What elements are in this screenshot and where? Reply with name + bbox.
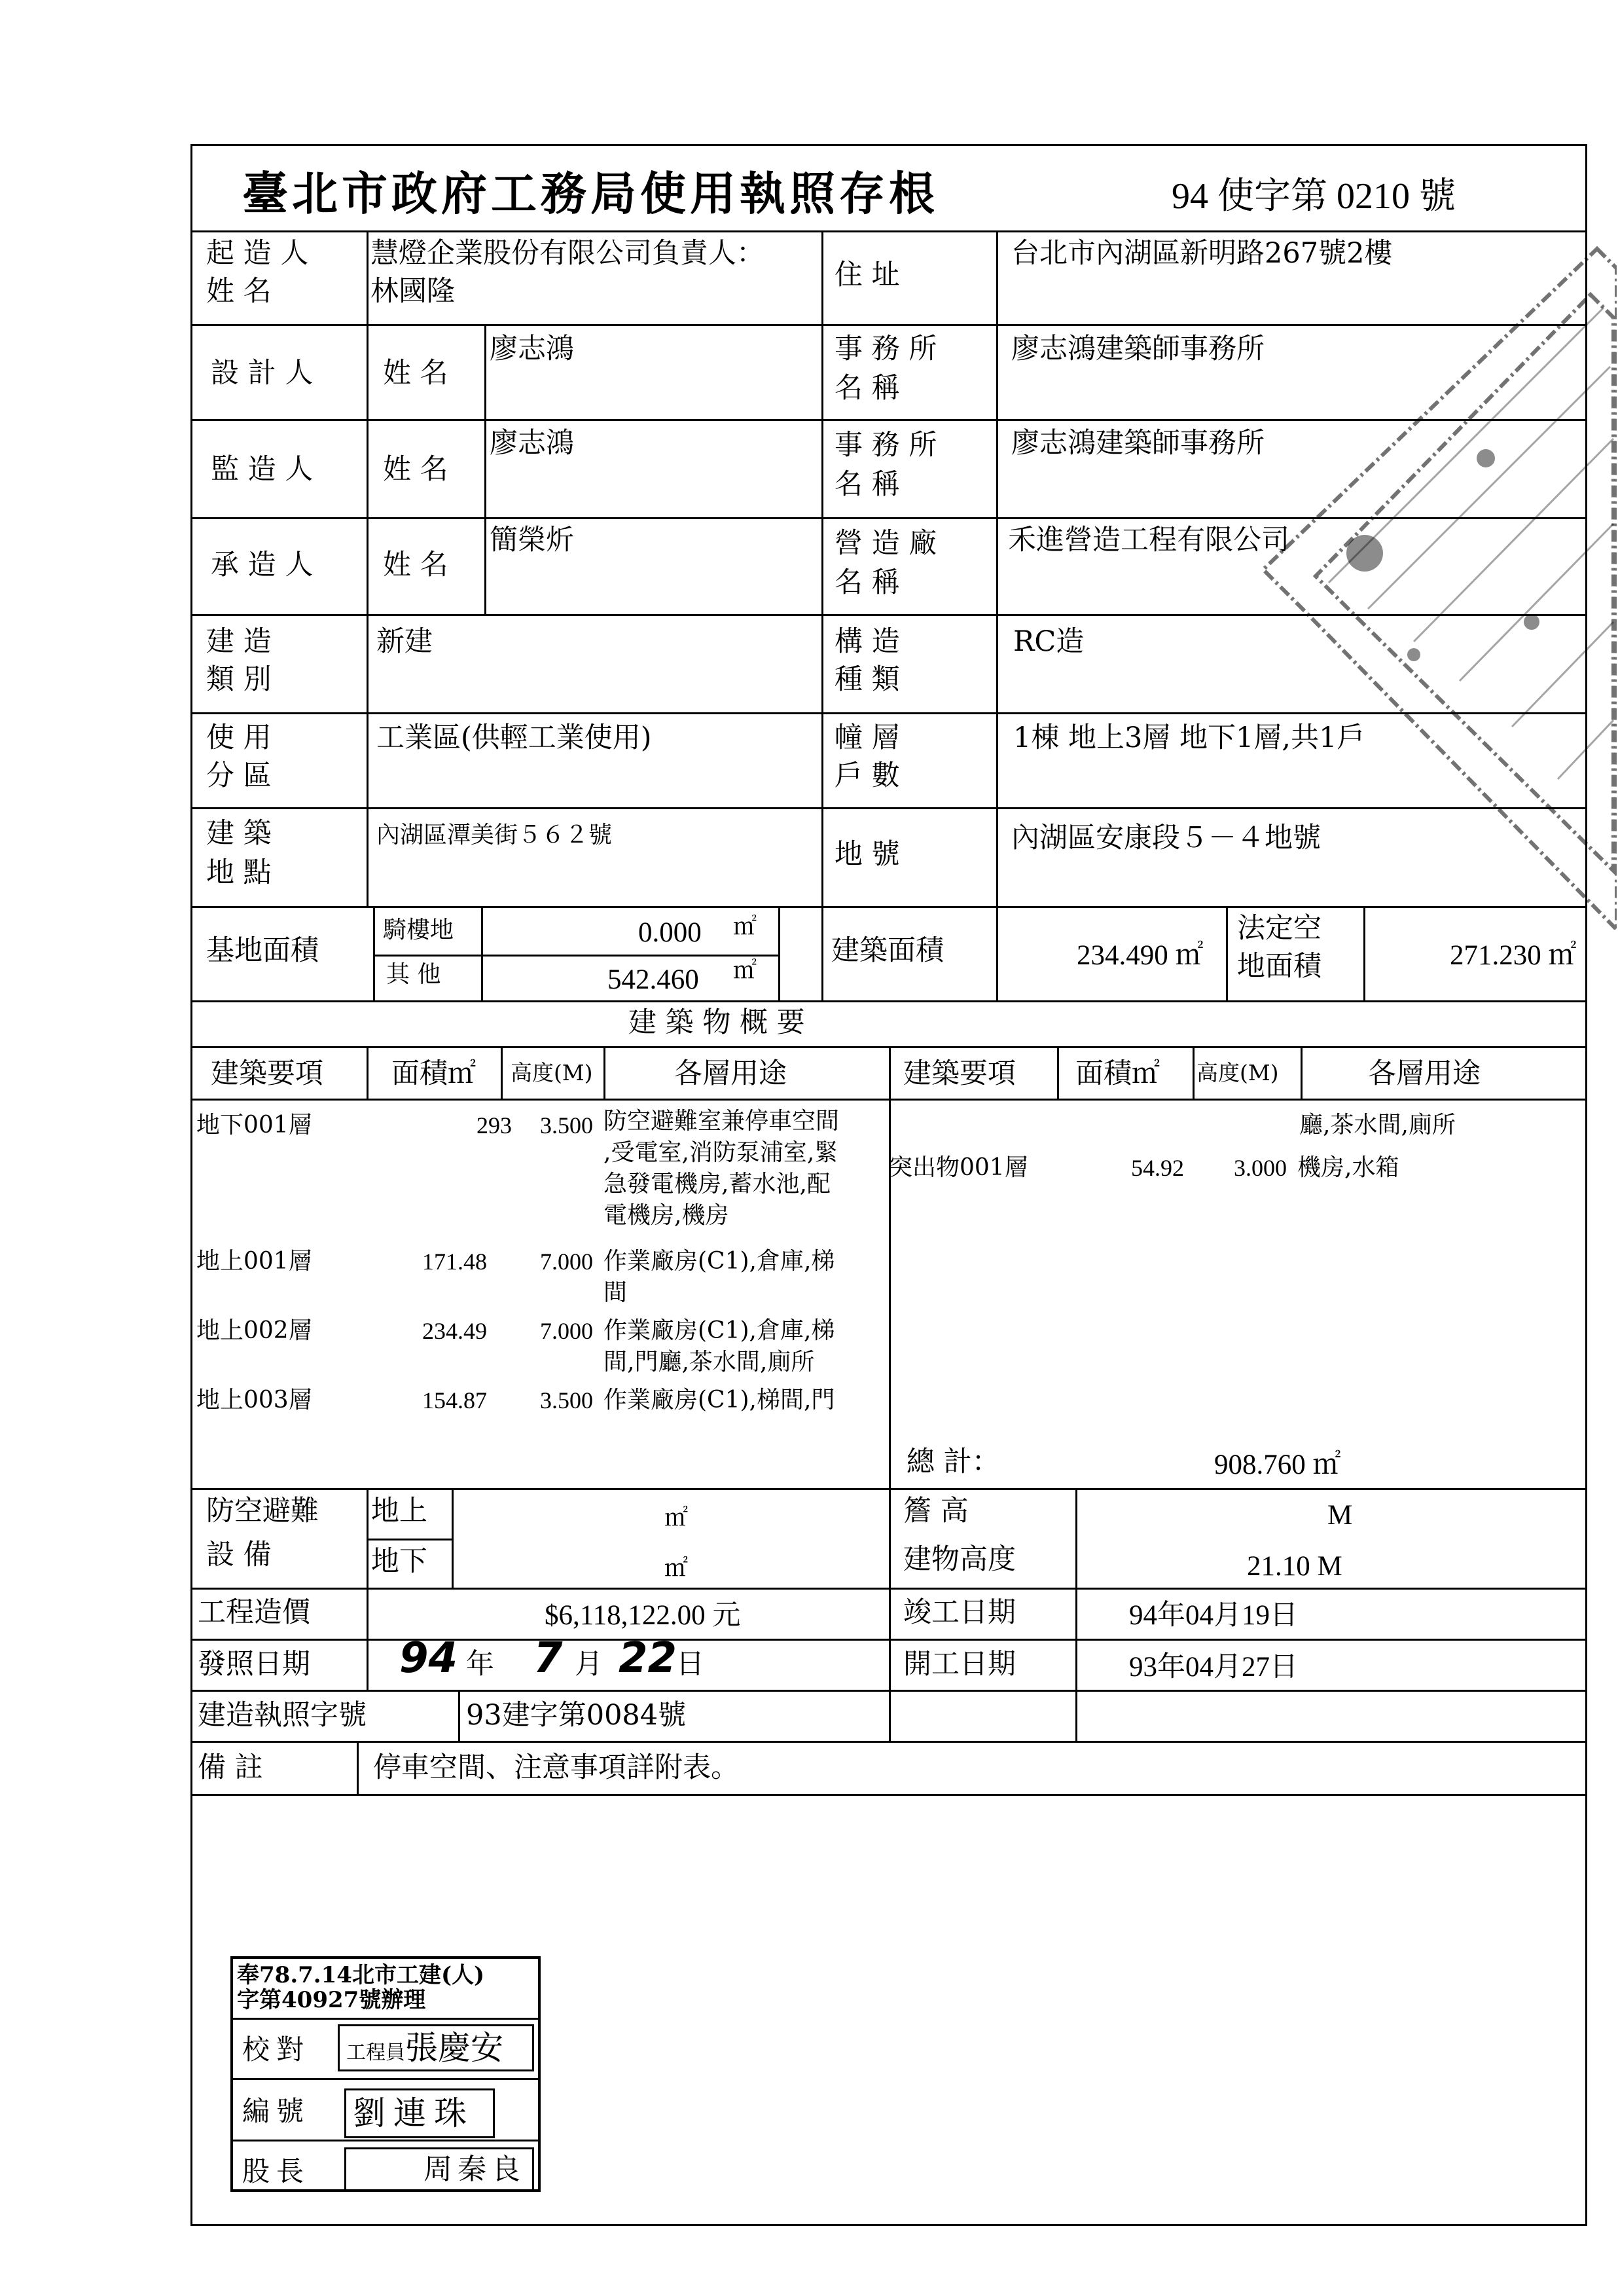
applicant-label: 起 造 人	[206, 237, 309, 270]
location-value: 內湖區潭美街５６２號	[376, 822, 613, 848]
floor-height: 7.000	[540, 1248, 593, 1275]
designer-office-label: 事 務 所	[835, 333, 937, 365]
issue-day-unit: 日	[676, 1648, 704, 1681]
floor-use-line: 間,門廳,茶水間,廁所	[603, 1349, 815, 1376]
rule	[367, 1588, 369, 1690]
rule	[889, 1046, 891, 1488]
open-space-label: 法定空	[1237, 912, 1321, 945]
building-height-value: 21.10 M	[1247, 1551, 1342, 1582]
col-header-use-left: 各層用途	[674, 1057, 787, 1090]
summary-title: 建 築 物 概 要	[628, 1006, 805, 1039]
floor-item: 地下001層	[196, 1112, 312, 1139]
applicant-address: 台北市內湖區新明路267號2樓	[1011, 237, 1393, 270]
zoning-value: 工業區(供輕工業使用)	[376, 721, 652, 754]
rule	[1226, 906, 1228, 1000]
floor-item: 突出物001層	[889, 1154, 1028, 1181]
building-height-label: 建物高度	[903, 1543, 1016, 1576]
rule	[190, 1000, 1587, 1002]
floors-label: 幢 層	[835, 721, 900, 754]
rule	[367, 1046, 369, 1099]
building-area-value: 234.490 ㎡	[1077, 940, 1204, 971]
location-label: 建 築	[206, 817, 272, 850]
stamp-divider	[233, 2078, 538, 2080]
rule	[373, 955, 778, 957]
issue-year-unit: 年	[466, 1648, 494, 1681]
start-date-label: 開工日期	[903, 1648, 1016, 1681]
issue-month-handwritten: 7	[533, 1634, 563, 1683]
stamp-check-label: 校對	[242, 2033, 311, 2066]
applicant-name: 慧燈企業股份有限公司負責人：	[370, 237, 764, 270]
arcade-area-value: 0.000	[638, 917, 702, 948]
col-header-area-left: 面積㎡	[391, 1057, 476, 1090]
rule	[501, 1046, 503, 1099]
stamp-check-title: 工程員	[346, 2041, 405, 2064]
contractor-role: 承 造 人	[211, 549, 314, 581]
other-area-label: 其 他	[386, 961, 441, 988]
stamp-chief-label: 股長	[242, 2155, 311, 2187]
start-date: 93年04月27日	[1129, 1652, 1298, 1683]
building-area-label: 建築面積	[831, 934, 944, 967]
designer-name: 廖志鴻	[490, 333, 574, 365]
floor-use-line: 急發電機房,蓄水池,配	[603, 1171, 831, 1197]
rule	[452, 1488, 454, 1588]
other-area-unit: ㎡	[733, 957, 757, 984]
floor-use-line: 作業廠房(C1),倉庫,梯	[603, 1317, 835, 1344]
shelter-above-label: 地上	[371, 1495, 427, 1527]
location-label-2: 地 點	[206, 856, 272, 889]
floor-use-line: ,受電室,消防泵浦室,緊	[603, 1139, 838, 1166]
floor-area: 293	[476, 1112, 512, 1139]
supervisor-office-label: 事 務 所	[835, 429, 937, 462]
rule	[458, 1690, 460, 1741]
document-title: 臺北市政府工務局使用執照存根	[242, 166, 939, 221]
rule	[367, 1539, 452, 1540]
rule	[1193, 1046, 1195, 1099]
rule	[367, 230, 369, 906]
zoning-label-2: 分 區	[206, 759, 272, 792]
site-area-label: 基地面積	[206, 934, 319, 967]
stamp-divider	[233, 2018, 538, 2020]
shelter-label: 防空避難	[206, 1495, 319, 1527]
stamp-divider	[233, 2140, 538, 2141]
lot-value: 內湖區安康段５－４地號	[1011, 822, 1321, 854]
rule	[1301, 1046, 1303, 1099]
remarks-value: 停車空間、注意事項詳附表。	[373, 1751, 739, 1784]
floor-height: 7.000	[540, 1318, 593, 1344]
completion-label: 竣工日期	[903, 1596, 1016, 1629]
zoning-label: 使 用	[206, 721, 272, 754]
address-label: 住 址	[835, 259, 900, 291]
construction-permit-number: 93建字第0084號	[466, 1699, 687, 1732]
rule	[1075, 1488, 1077, 1741]
open-space-value: 271.230 ㎡	[1450, 940, 1577, 971]
floor-use-line: 電機房,機房	[603, 1202, 729, 1229]
col-header-item-left: 建築要項	[211, 1057, 323, 1090]
contractor-name-label: 姓 名	[383, 549, 448, 581]
structure-label-2: 種 類	[835, 663, 900, 696]
official-seal-mark	[1250, 242, 1617, 930]
col-header-height-right: 高度(M)	[1196, 1060, 1279, 1085]
stamp-check-box	[338, 2024, 534, 2071]
structure-label: 構 造	[835, 625, 900, 658]
other-area-value: 542.460	[607, 964, 699, 995]
rule	[367, 1488, 369, 1588]
stamp-chief-name: 周秦良	[344, 2147, 534, 2192]
floor-use-line: 作業廠房(C1),梯間,門	[603, 1387, 835, 1413]
floor-use-line: 防空避難室兼停車空間	[603, 1108, 840, 1135]
supervisor-office-label-2: 名 稱	[835, 468, 900, 501]
supervisor-name: 廖志鴻	[490, 427, 574, 460]
supervisor-role: 監 造 人	[211, 453, 314, 486]
floor-area: 171.48	[422, 1248, 487, 1275]
col-header-use-right: 各層用途	[1368, 1057, 1481, 1090]
rule	[190, 230, 1587, 232]
col-header-area-right: 面積㎡	[1075, 1057, 1160, 1090]
building-type-label: 建 造	[206, 625, 272, 658]
total-area: 908.760 ㎡	[1214, 1449, 1341, 1480]
rule	[481, 906, 483, 1000]
structure-value: RC造	[1013, 625, 1085, 658]
rule	[889, 1488, 891, 1741]
contractor-name: 簡榮炘	[490, 524, 574, 556]
floor-use-continuation: 廳,茶水間,廁所	[1299, 1112, 1456, 1139]
completion-date: 94年04月19日	[1129, 1600, 1298, 1631]
floor-area: 234.49	[422, 1318, 487, 1344]
shelter-label-2: 設 備	[206, 1539, 272, 1571]
floors-value: 1棟 地上3層 地下1層,共1戶	[1013, 721, 1365, 754]
floor-area: 154.87	[422, 1387, 487, 1413]
designer-role: 設 計 人	[211, 357, 314, 390]
rule	[996, 230, 998, 1000]
designer-name-label: 姓 名	[383, 357, 448, 390]
building-type-label-2: 類 別	[206, 663, 272, 696]
stamp-file-name: 劉連珠	[344, 2088, 495, 2138]
contractor-firm: 禾進營造工程有限公司	[1008, 524, 1289, 556]
construction-permit-label: 建造執照字號	[198, 1699, 367, 1732]
floors-label-2: 戶 數	[835, 759, 900, 792]
supervisor-office: 廖志鴻建築師事務所	[1011, 427, 1265, 460]
total-label: 總 計：	[907, 1446, 1000, 1478]
stamp-authorization-line-2: 字第40927號辦理	[237, 1987, 426, 2013]
open-space-label-2: 地面積	[1237, 950, 1321, 983]
supervisor-name-label: 姓 名	[383, 453, 448, 486]
cost-value: $6,118,122.00 元	[545, 1600, 741, 1631]
floor-area: 54.92	[1131, 1155, 1184, 1181]
cost-label: 工程造價	[198, 1596, 310, 1629]
approval-stamp	[230, 1956, 541, 2192]
eave-label: 簷 高	[903, 1495, 969, 1527]
shelter-below-value: ㎡	[664, 1555, 689, 1582]
shelter-above-value: ㎡	[664, 1504, 689, 1531]
floor-item: 地上002層	[196, 1317, 312, 1344]
floor-item: 地上001層	[196, 1248, 312, 1275]
issue-date-label: 發照日期	[198, 1648, 310, 1681]
building-type-value: 新建	[376, 625, 433, 658]
floor-height: 3.500	[540, 1387, 593, 1413]
rule	[190, 1741, 1587, 1743]
floor-use-line: 作業廠房(C1),倉庫,梯	[603, 1248, 835, 1275]
arcade-area-unit: ㎡	[733, 913, 757, 940]
stamp-file-label: 編號	[242, 2095, 311, 2127]
floor-height: 3.000	[1234, 1155, 1287, 1181]
floor-use-line: 機房,水箱	[1297, 1154, 1399, 1181]
col-header-item-right: 建築要項	[903, 1057, 1016, 1090]
permit-number: 94 使字第 0210 號	[1172, 176, 1456, 217]
floor-height: 3.500	[540, 1112, 593, 1139]
issue-year-handwritten: 94	[399, 1634, 458, 1683]
stamp-authorization-line: 奉78.7.14北市工建(人)	[237, 1962, 485, 1988]
rule	[821, 230, 823, 1000]
eave-value: M	[1327, 1500, 1353, 1531]
contractor-firm-label: 營 造 廠	[835, 527, 937, 560]
arcade-label: 騎樓地	[383, 917, 454, 943]
stamp-check-name: 張慶安	[405, 2029, 503, 2067]
designer-office-label-2: 名 稱	[835, 372, 900, 405]
contractor-firm-label-2: 名 稱	[835, 566, 900, 599]
floor-item: 地上003層	[196, 1387, 312, 1413]
designer-office: 廖志鴻建築師事務所	[1011, 333, 1265, 365]
rule	[1057, 1046, 1059, 1099]
issue-month-unit: 月	[575, 1648, 603, 1681]
issue-day-handwritten: 22	[619, 1634, 677, 1683]
rule	[778, 906, 780, 1000]
col-header-height-left: 高度(M)	[511, 1060, 593, 1085]
rule	[190, 1794, 1587, 1796]
applicant-representative: 林國隆	[370, 275, 455, 308]
shelter-below-label: 地下	[371, 1545, 427, 1578]
floor-use-line: 間	[603, 1279, 628, 1306]
rule	[373, 906, 375, 1000]
remarks-label: 備 註	[198, 1751, 263, 1784]
rule	[484, 324, 486, 614]
lot-label: 地 號	[835, 838, 900, 871]
rule	[603, 1046, 605, 1099]
rule	[357, 1741, 359, 1794]
applicant-name-label: 姓 名	[206, 275, 272, 308]
